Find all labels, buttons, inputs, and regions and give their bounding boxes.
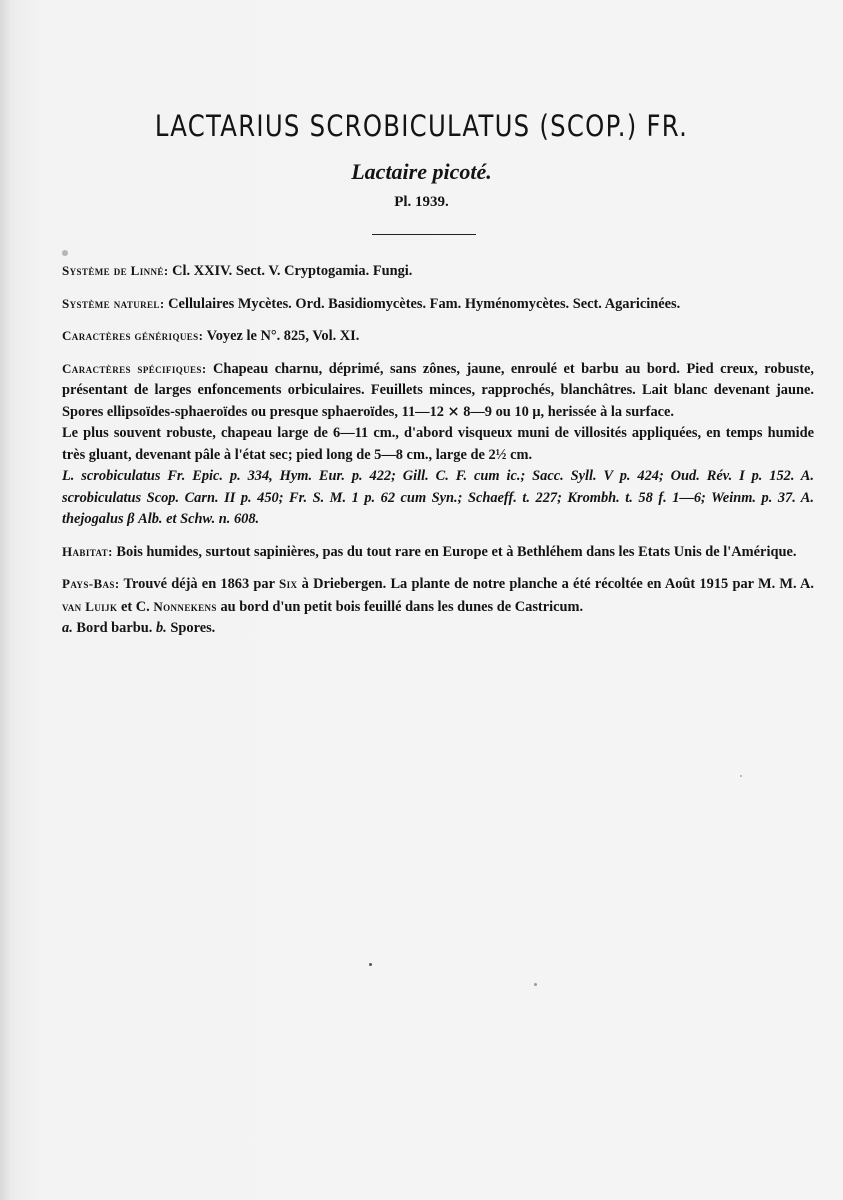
paper-speck [369,963,372,966]
generiques-paragraph [62,325,814,348]
plate-number: Pl. 1939. [394,194,449,210]
paysbas-text-3: et C. [117,598,154,615]
legend-b-letter: b. [155,620,167,636]
naturel-paragraph [62,293,814,316]
paysbas-paragraph [62,573,814,618]
paper-speck [740,775,742,777]
references-paragraph: L. scrobiculatus Fr. Epic. p. 334, Hym. Eur. p. 422; Gill. C. F. cum ic.; Sacc. Syll. V p. 424; Oud. Rév. I p. 152. A. scrobiculatus Scop. Carn. II p. 450; Fr. S. M. 1 p. 62 cum Syn.; Schaeff. t. 227; Krombh. t. 58 f. 1—6; Weinm. p. 37. A. thejogalus β Alb. et Schw. n. 608. [62,468,814,527]
legend-a-text: Bord barbu. [72,620,156,636]
paysbas-label: Pays-Bas: [62,576,120,591]
document-body [62,260,814,640]
linne-text: Cl. XXIV. Sect. V. Cryptogamia. Fungi. [168,263,413,279]
generiques-text: Voyez le N°. 825, Vol. XI. [203,328,360,344]
collector-name-van-luijk: van Luijk [62,598,118,614]
naturel-text: Cellulaires Mycètes. Ord. Basidiomycètes. Fam. Hyménomycètes. Sect. Agaricinées. [164,295,681,312]
collector-name-nonnekens: Nonnekens [153,598,217,614]
divider [372,234,476,235]
collector-name-six: Six [279,576,298,591]
habitat-label: Habitat: [62,543,113,559]
paper-speck [62,250,68,256]
specifiques-text: Chapeau charnu, déprimé, sans zônes, jaune, enroulé et barbu au bord. Pied creux, robuste, présentant de larges enfoncements orbiculaires. Feuillets minces, rapprochés, blanchâtres. Lait blanc devenant jaune. Spores ellipsoïdes-sphaeroïdes ou presque sphaeroïdes, 11—12 ⨯ 8—9 ou 10 μ, herissée à la surface. [62,360,814,420]
paper-speck [534,983,537,986]
generiques-label: Caractères génériques: [62,328,204,343]
description-paragraph: Le plus souvent robuste, chapeau large de 6—11 cm., d'abord visqueux muni de villosités appliquées, en temps humide très gluant, devenant pâle à l'état sec; pied long de 5—8 cm., large de 2½ cm. [62,425,814,463]
habitat-text: Bois humides, surtout sapinières, pas du tout rare en Europe et à Bethléhem dans les Etats Unis de l'Amérique. [112,543,797,560]
specifiques-label: Caractères spécifiques: [62,360,207,376]
specifiques-paragraph [62,358,814,424]
page-title: LACTARIUS SCROBICULATUS (SCOP.) FR. [154,109,689,143]
legend-a-letter: a. [62,620,73,636]
legend-b-text: Spores. [166,620,216,636]
page-subtitle: Lactaire picoté. [351,159,492,184]
linne-paragraph [62,260,814,283]
paysbas-text-1: Trouvé déjà en 1863 par [119,576,279,592]
paysbas-text-2: à Driebergen. La plante de notre planche a été récoltée en Août 1915 par M. M. A. [297,576,815,592]
linne-label: Système de Linné: [62,263,169,278]
paysbas-text-4: au bord d'un petit bois feuillé dans les dunes de Castricum. [216,598,584,615]
habitat-paragraph [62,541,814,564]
legend-paragraph [62,618,814,640]
naturel-label: Système naturel: [62,295,165,311]
